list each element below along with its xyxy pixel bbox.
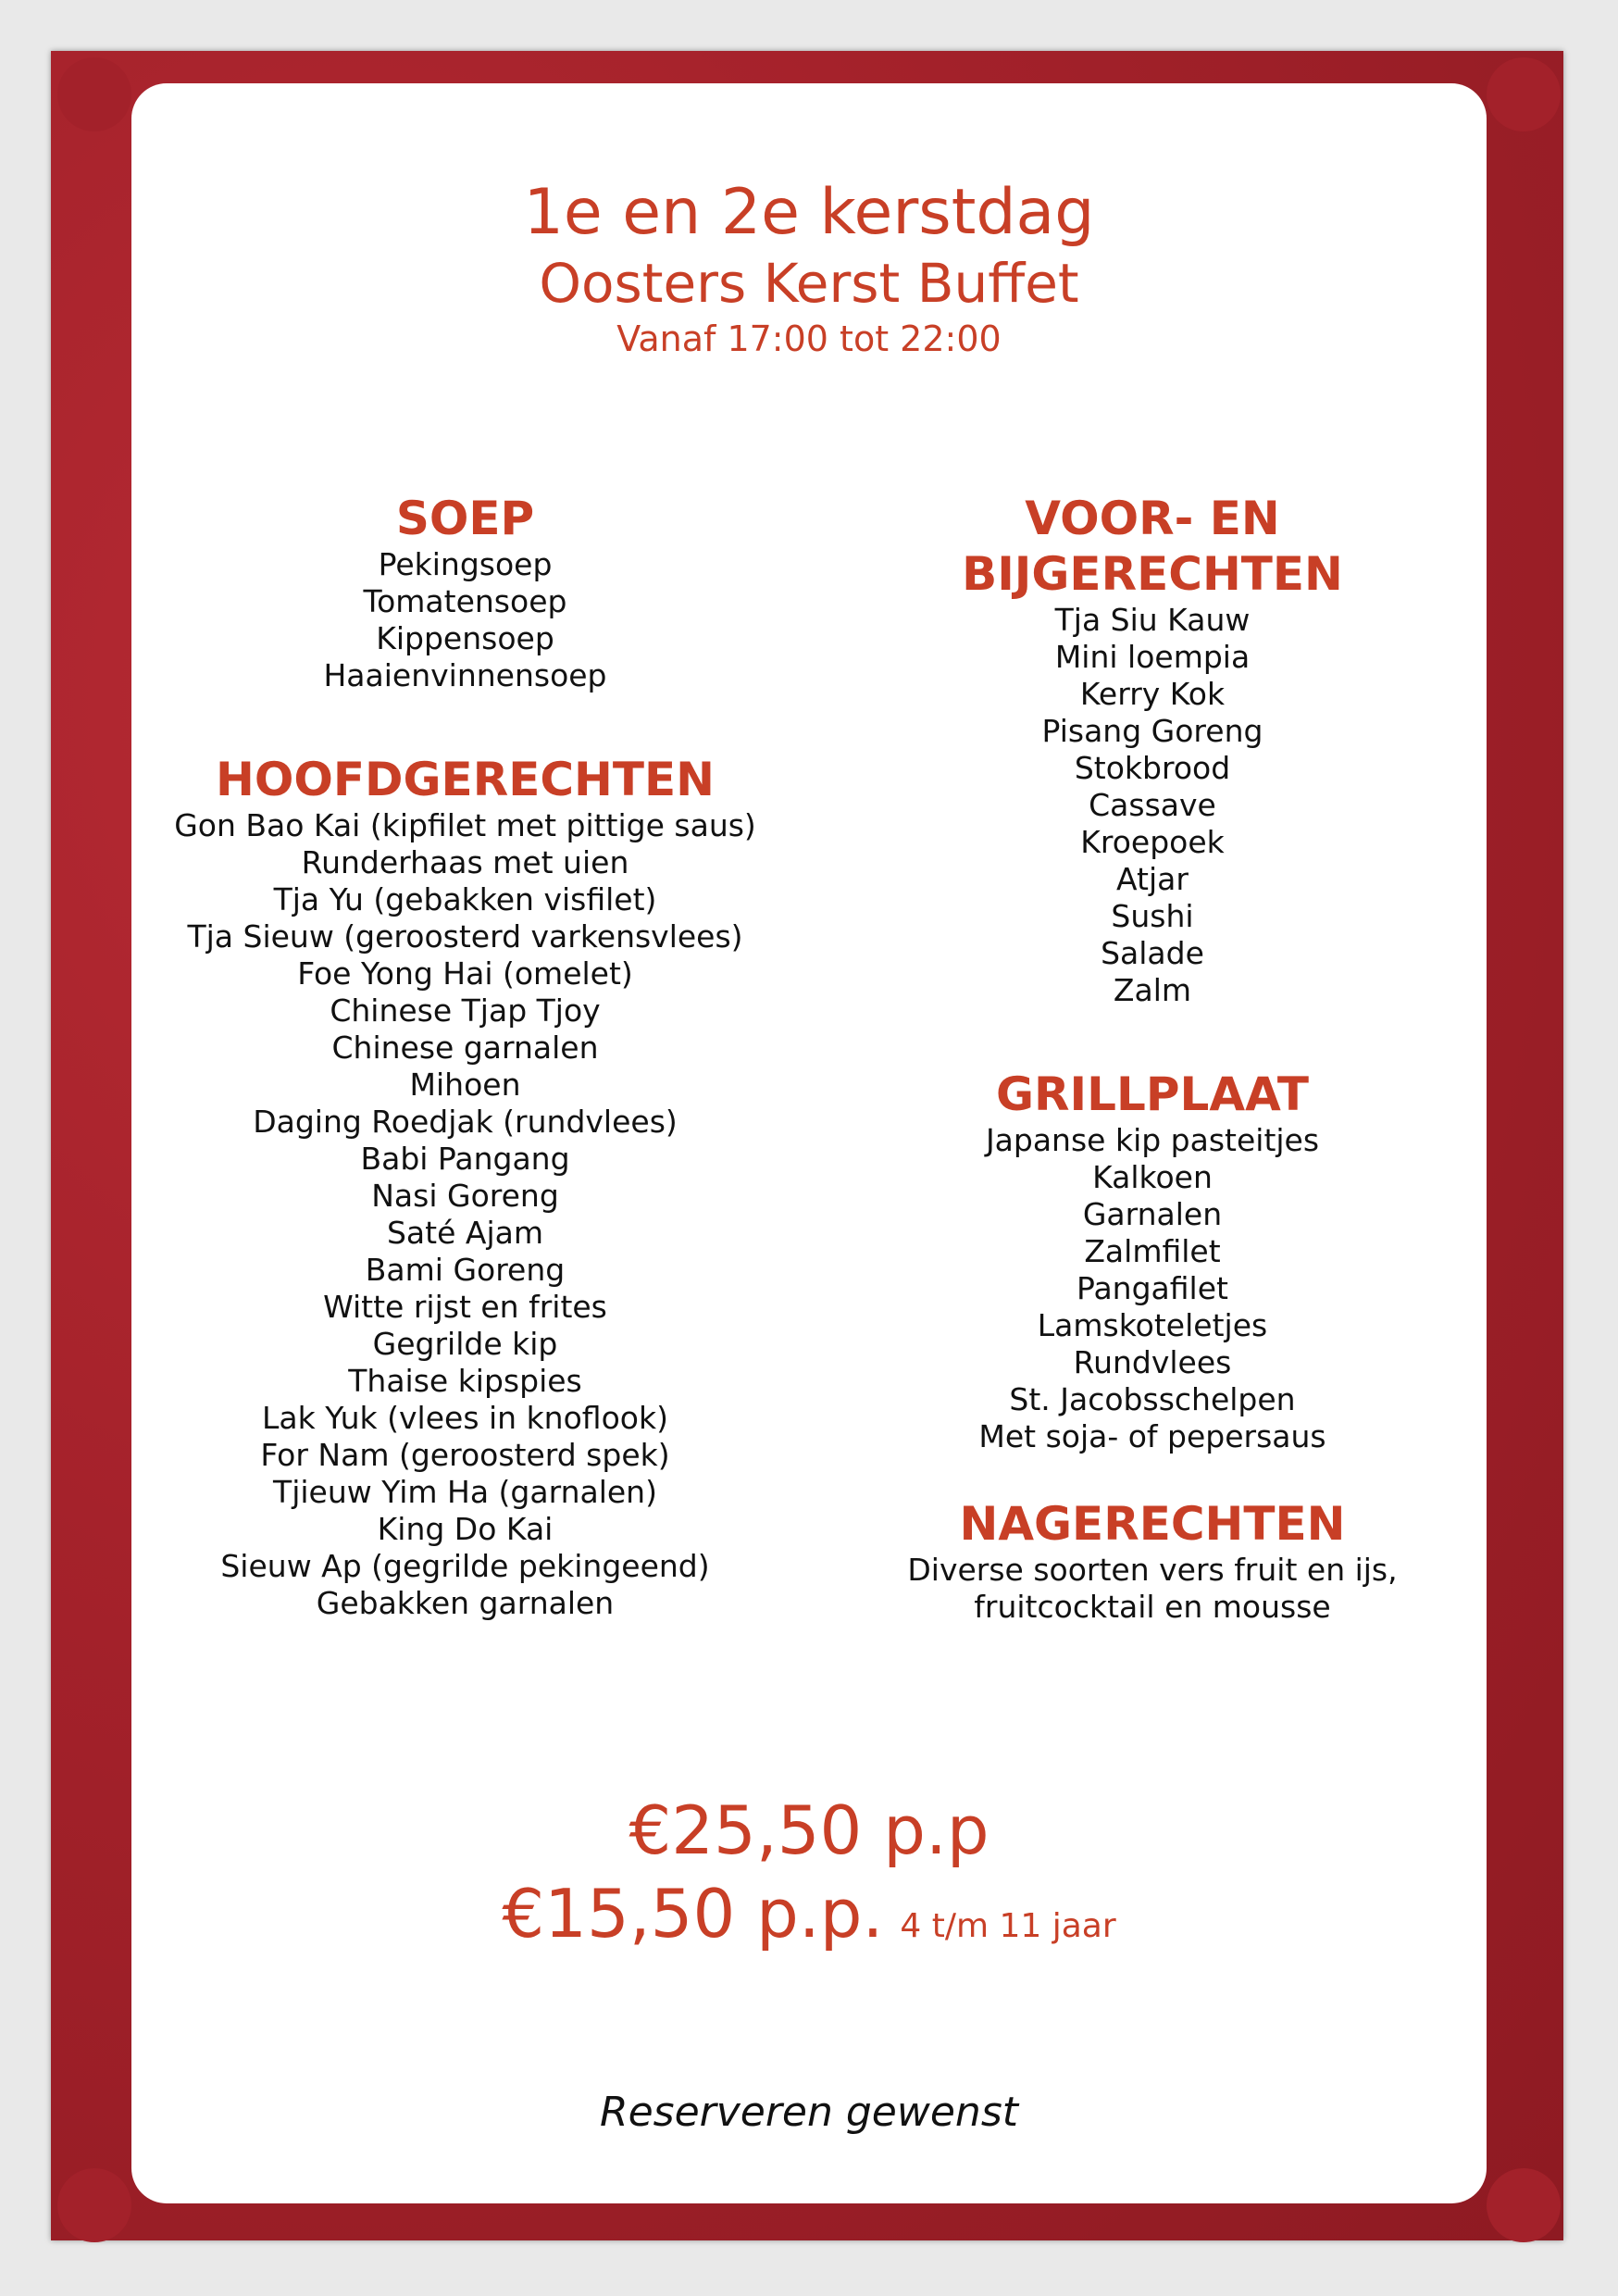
menu-item: Met soja- of pepersaus [978,1418,1326,1454]
menu-item: Garnalen [1082,1196,1223,1232]
menu-item: Witte rijst en frites [323,1289,607,1325]
corner-notch [1487,57,1561,131]
section-title-voorgerechten-line1: VOOR- EN [1025,492,1280,545]
section-title-voorgerechten-line2: BIJGERECHTEN [962,547,1343,601]
menu-item: Lamskoteletjes [1037,1307,1268,1343]
menu-item: Kippensoep [376,620,554,656]
corner-notch [57,2168,131,2242]
menu-item: Chinese garnalen [331,1029,599,1066]
menu-item: Runderhaas met uien [301,844,629,880]
page-subtitle: Oosters Kerst Buffet [539,252,1079,315]
menu-item: St. Jacobsschelpen [1009,1381,1296,1417]
menu-item: Salade [1101,935,1204,971]
menu-item: Thaise kipspies [348,1363,582,1399]
menu-item: For Nam (geroosterd spek) [260,1437,670,1473]
menu-item: Babi Pangang [360,1141,570,1177]
menu-item: Sieuw Ap (gegrilde pekingeend) [220,1548,710,1584]
corner-notch [57,57,131,131]
menu-item: Mini loempia [1054,639,1251,675]
menu-item: Tja Yu (gebakken visfilet) [273,881,657,917]
menu-item: Kerry Kok [1079,676,1226,712]
menu-item: Rundvlees [1073,1344,1232,1380]
menu-item: Nasi Goreng [371,1178,559,1214]
menu-item: Tja Sieuw (geroosterd varkensvlees) [187,918,743,955]
price-child-row [0,1875,1618,1965]
menu-item: Haaienvinnensoep [323,657,607,693]
menu-item: Atjar [1116,861,1189,897]
menu-item: Mihoen [409,1067,521,1103]
menu-item: Bami Goreng [365,1252,566,1288]
menu-item: Zalm [1113,972,1192,1008]
menu-item: Tjieuw Yim Ha (garnalen) [273,1474,657,1510]
reservation-note: Reserveren gewenst [600,2089,1018,2136]
section-title-hoofdgerechten: HOOFDGERECHTEN [215,753,715,806]
menu-item: Japanse kip pasteitjes [985,1122,1320,1158]
menu-item: Kalkoen [1092,1159,1213,1195]
hoofdgerechten-list [139,807,791,1622]
price-child-note: 4 t/m 11 jaar [900,1907,1116,1945]
menu-item: Chinese Tjap Tjoy [330,992,601,1029]
price-child: €15,50 p.p. [502,1875,884,1953]
menu-item: Kroepoek [1080,824,1225,860]
menu-item: Stokbrood [1074,750,1231,786]
section-title-soep: SOEP [395,492,535,545]
section-title-nagerechten: NAGERECHTEN [959,1497,1346,1551]
menu-item: fruitcocktail en mousse [974,1589,1331,1625]
menu-item: Sushi [1111,898,1194,934]
menu-item: Diverse soorten vers fruit en ijs, [907,1552,1398,1588]
menu-item: Cassave [1089,787,1216,823]
left-column [139,491,791,1622]
menu-item: Daging Roedjak (rundvlees) [253,1104,678,1140]
menu-item: Lak Yuk (vlees in knoflook) [262,1400,668,1436]
section-title-grillplaat: GRILLPLAAT [996,1067,1309,1121]
card-fill [185,2148,1433,2203]
menu-item: Zalmfilet [1084,1233,1221,1269]
menu-item: Gon Bao Kai (kipfilet met pittige saus) [174,807,756,843]
nagerechten-list [870,1552,1435,1626]
menu-item: Pangafilet [1077,1270,1228,1306]
menu-item: Saté Ajam [386,1215,543,1251]
menu-item: Foe Yong Hai (omelet) [297,955,633,992]
menu-item: Tomatensoep [363,583,567,619]
soep-list [139,546,791,694]
menu-item: Tja Siu Kauw [1054,602,1251,638]
grillplaat-list [870,1122,1435,1455]
card-fill [185,83,1433,139]
menu-item: Gegrilde kip [372,1326,558,1362]
right-column [870,491,1435,1626]
corner-notch [1487,2168,1561,2242]
page-title: 1e en 2e kerstdag [523,176,1095,249]
menu-item: Gebakken garnalen [316,1585,615,1621]
price-adult: €25,50 p.p [629,1791,989,1869]
menu-item: Pisang Goreng [1041,713,1263,749]
voorgerechten-list [870,602,1435,1009]
opening-hours: Vanaf 17:00 tot 22:00 [616,318,1002,359]
menu-item: Pekingsoep [378,546,553,582]
menu-item: King Do Kai [377,1511,554,1547]
